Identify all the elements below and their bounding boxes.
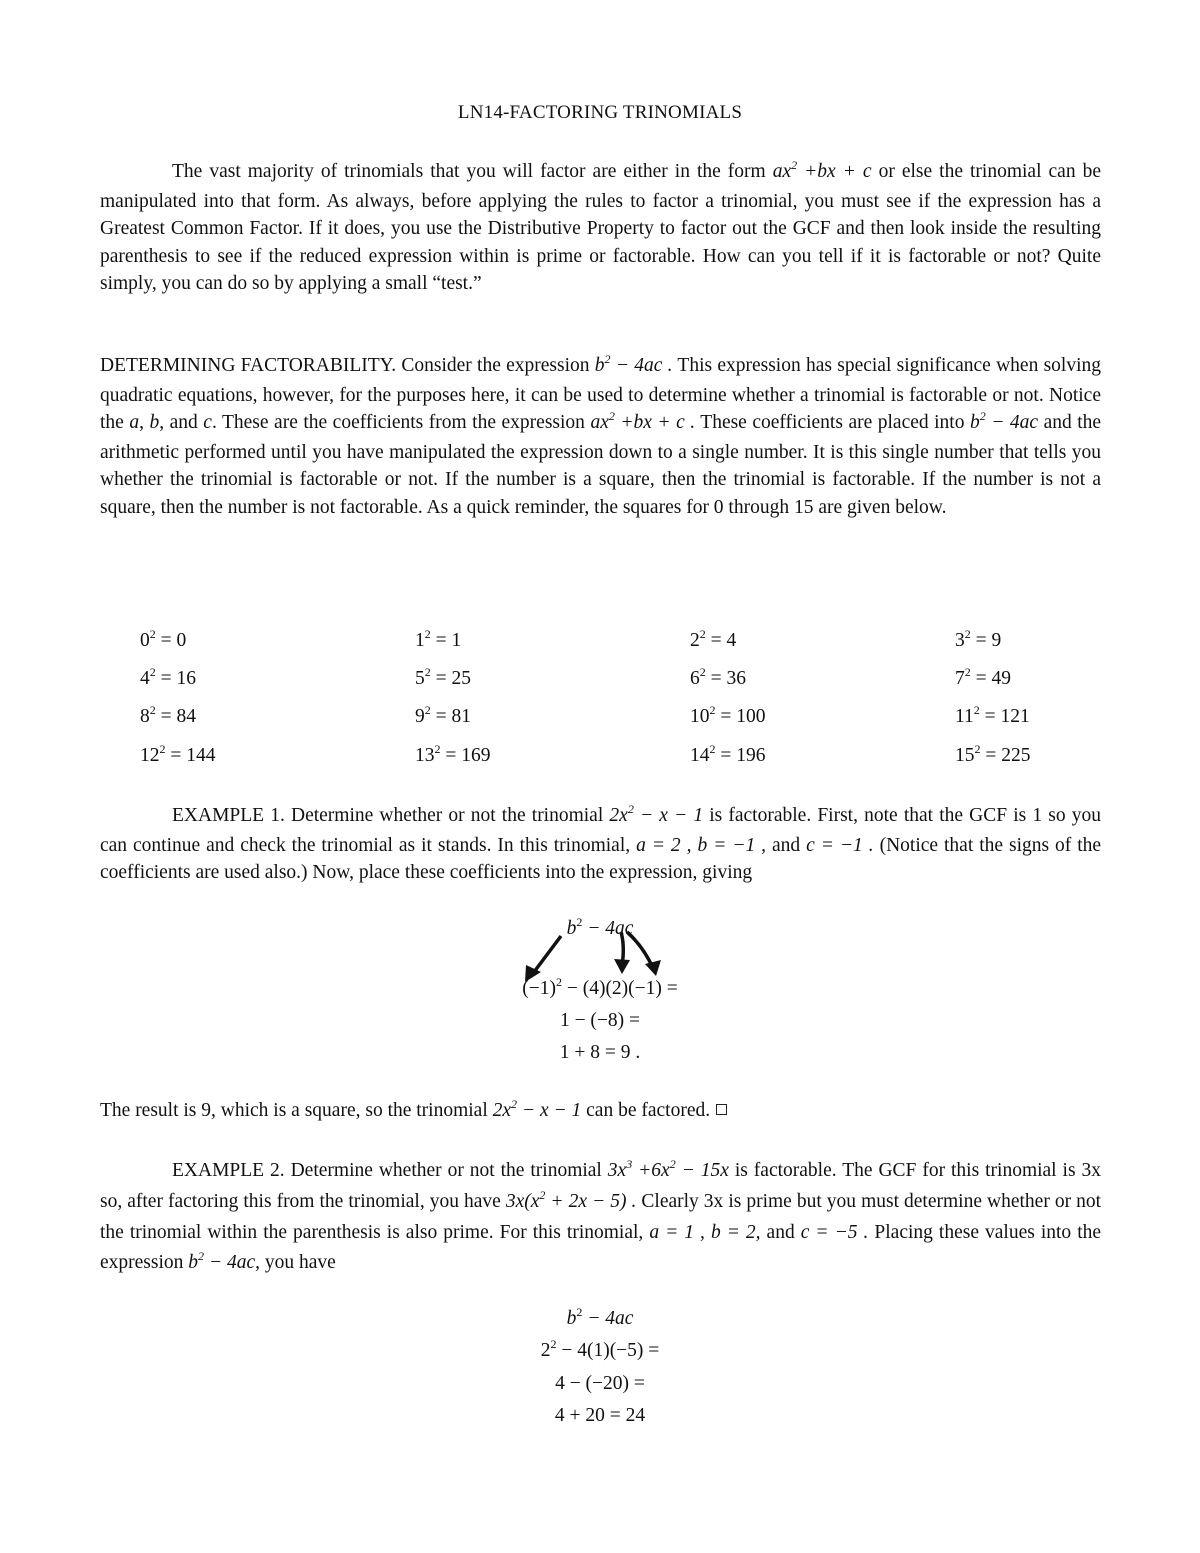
intro-paragraph: The vast majority of trinomials that you will factor are either in the form $ax^2 +bx + c$ or else the trinomial can be manipulated into that form. As always, before applying the rules to factor a trinomial, you must see if the expression has a Greatest Common Factor. If it does, you use the Distributive Property to factor out the GCF and then look inside the resulting parenthesis to see if the reduced expression within is prime or factorable. How can you tell if it is factorable or not? Quite simply, you can do so by applying a small “test.” xyxy=(100,158,1101,295)
square-entry: $13^2 = 169$ xyxy=(415,742,491,766)
trinomial: $3x^3 +6x^2 - 15x$ xyxy=(607,1157,729,1181)
factorability-paragraph: DETERMINING FACTORABILITY. Consider the expression $b^2 - 4ac$ . This expression has special significance when solving quadratic equations, however, for the purposes here, it can be used to determine whether a trinomial is factorable or not. Notice the a, b, and c. These are the coefficients from the expression $ax^2 +bx + c$ . These coefficients are placed into $b^2 - 4ac$ and the arithmetic performed until you have manipulated the expression down to a single number. It is this single number that tells you whether the trinomial is factorable or not. If the number is a square, then the trinomial is factorable. If the number is not a square, then the number is not factorable. As a quick reminder, the squares for 0 through 15 are given below. xyxy=(100,352,1102,518)
discriminant-expression: $b^2 - 4ac$ . xyxy=(594,352,673,376)
trinomial: $2x^2 - x - 1$ xyxy=(609,802,704,826)
work-line: 1 + 8 = 9 . xyxy=(559,1042,641,1063)
work-line: 1 − (−8) = xyxy=(559,1010,641,1031)
square-entry: $3^2 = 9$ xyxy=(955,627,1002,651)
square-entry: $10^2 = 100$ xyxy=(690,703,766,727)
square-entry: $8^2 = 84$ xyxy=(140,703,196,727)
square-entry: $12^2 = 144$ xyxy=(140,742,216,766)
square-entry: $0^2 = 0$ xyxy=(140,627,187,651)
square-entry: $14^2 = 196$ xyxy=(690,742,766,766)
square-entry: $6^2 = 36$ xyxy=(690,665,746,689)
trinomial: $2x^2 - x - 1$ xyxy=(492,1097,582,1121)
example1-result: The result is 9, which is a square, so the trinomial $2x^2 - x - 1$ can be factored. xyxy=(100,1097,1101,1127)
example-label: EXAMPLE 2. xyxy=(172,1160,285,1181)
work-line: 4 − (−20) = xyxy=(555,1373,645,1394)
end-of-proof-square-icon xyxy=(716,1104,727,1115)
page-title: LN14-FACTORING TRINOMIALS xyxy=(457,102,743,123)
discriminant-expression: $b^2 - 4ac$ xyxy=(188,1249,256,1273)
factored-form: $3x(x^2 + 2x - 5)$ . xyxy=(505,1188,637,1212)
square-entry: $7^2 = 49$ xyxy=(955,665,1011,689)
work-line: $b^2 - 4ac$ xyxy=(566,915,634,939)
work-line: $b^2 - 4ac$ xyxy=(566,1305,634,1329)
discriminant-expression: $b^2 - 4ac$ xyxy=(970,409,1039,434)
square-entry: $4^2 = 16$ xyxy=(140,665,196,689)
square-entry: $9^2 = 81$ xyxy=(415,703,471,727)
work-line: $2^2 - 4(1)(-5)$ = xyxy=(540,1337,660,1361)
example-label: EXAMPLE 1. xyxy=(172,805,285,826)
section-heading: DETERMINING FACTORABILITY. xyxy=(100,355,397,376)
work-line: 4 + 20 = 24 xyxy=(554,1405,646,1426)
example1-paragraph: EXAMPLE 1. Determine whether or not the trinomial $2x^2 - x - 1$ is factorable. First, note that the GCF is 1 so you can continue and check the trinomial as it stands. In this trinomial, a = 2 , b = −1 , and c = −1 . (Notice that the signs of the coefficients are used also.) Now, place these coefficients into the expression, giving xyxy=(100,802,1102,884)
square-entry: $1^2 = 1$ xyxy=(415,627,462,651)
square-entry: $11^2 = 121$ xyxy=(955,703,1030,727)
work-line: $(-1)^2 - (4)(2)(-1)$ = xyxy=(522,975,678,999)
square-entry: $5^2 = 25$ xyxy=(415,665,471,689)
square-entry: $15^2 = 225$ xyxy=(955,742,1031,766)
standard-form: $ax^2 +bx + c$ . xyxy=(590,409,696,434)
square-entry: $2^2 = 4$ xyxy=(690,627,737,651)
example2-paragraph: EXAMPLE 2. Determine whether or not the trinomial $3x^3 +6x^2 - 15x$ is factorable. The GCF for this trinomial is 3x so, after factoring this from the trinomial, you have $3x(x^2 + 2x - 5)$ . Clearly 3x is prime but you must determine whether or not the trinomial within the parenthesis is also prime. For this trinomial, a = 1 , b = 2, and c = −5 . Placing these values into the expression $b^2 - 4ac$, you have xyxy=(100,1157,1102,1273)
standard-form: $ax^2 +bx + c$ xyxy=(772,158,872,182)
